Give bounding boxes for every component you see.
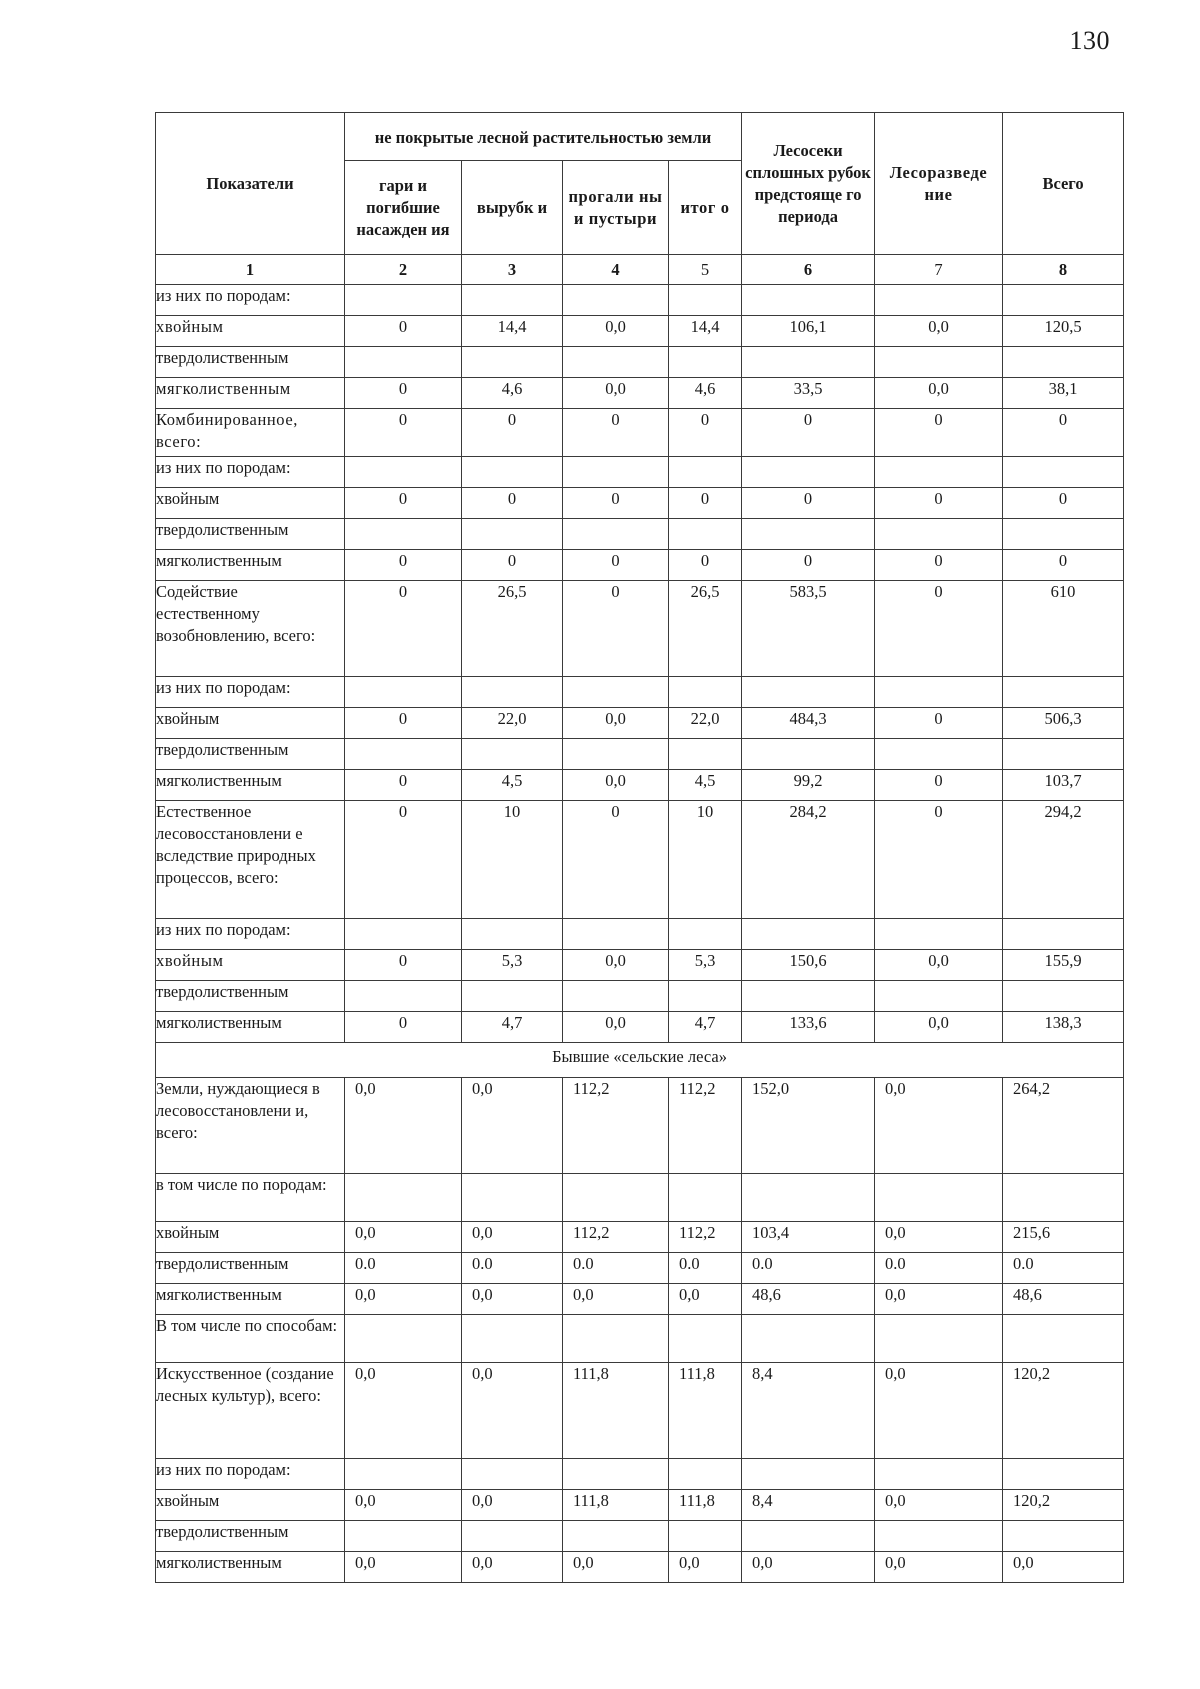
table-cell: 0.0 xyxy=(669,1253,742,1284)
table-cell xyxy=(669,347,742,378)
table-cell: 4,5 xyxy=(669,770,742,801)
table-cell: 0,0 xyxy=(462,1490,563,1521)
column-number: 5 xyxy=(669,255,742,285)
table-cell: 10 xyxy=(669,801,742,919)
table-cell: 0 xyxy=(563,488,669,519)
table-cell: 0,0 xyxy=(563,378,669,409)
table-cell: 4,7 xyxy=(669,1012,742,1043)
row-label: В том числе по способам: xyxy=(156,1315,345,1363)
table-cell: 48,6 xyxy=(1003,1284,1124,1315)
table-cell xyxy=(875,457,1003,488)
table-cell: 120,2 xyxy=(1003,1363,1124,1459)
table-cell xyxy=(462,347,563,378)
table-cell xyxy=(462,1521,563,1552)
table-cell xyxy=(345,677,462,708)
table-cell: 0 xyxy=(462,488,563,519)
table-cell: 0,0 xyxy=(563,1552,669,1583)
table-cell: 22,0 xyxy=(669,708,742,739)
column-number-row xyxy=(156,255,1124,285)
table-cell: 0 xyxy=(462,550,563,581)
table-cell: 0 xyxy=(669,409,742,457)
table-row xyxy=(156,770,1124,801)
table-cell: 0 xyxy=(563,581,669,677)
table-cell xyxy=(563,457,669,488)
table-cell: 0 xyxy=(345,801,462,919)
row-label: мягколиственным xyxy=(156,550,345,581)
table-cell xyxy=(563,519,669,550)
section-row xyxy=(156,1043,1124,1078)
table-row xyxy=(156,708,1124,739)
table-cell: 0,0 xyxy=(742,1552,875,1583)
table-cell: 111,8 xyxy=(669,1363,742,1459)
header-total: Всего xyxy=(1003,113,1124,255)
table-cell: 0 xyxy=(563,801,669,919)
table-cell: 0,0 xyxy=(875,1363,1003,1459)
table-cell xyxy=(1003,519,1124,550)
table-cell xyxy=(669,919,742,950)
table-cell: 0.0 xyxy=(563,1253,669,1284)
table-cell: 155,9 xyxy=(1003,950,1124,981)
table-cell xyxy=(462,457,563,488)
column-number: 3 xyxy=(462,255,563,285)
table-cell: 0,0 xyxy=(875,1284,1003,1315)
row-label: из них по породам: xyxy=(156,1459,345,1490)
table-cell xyxy=(875,919,1003,950)
table-cell: 26,5 xyxy=(669,581,742,677)
row-label: Естественное лесовосстановлени е вследствие природных процессов, всего: xyxy=(156,801,345,919)
header-glades: прогали ны и пустыри xyxy=(563,161,669,255)
table-cell: 0,0 xyxy=(875,378,1003,409)
table-cell xyxy=(742,739,875,770)
table-cell: 0,0 xyxy=(563,770,669,801)
table-cell xyxy=(1003,919,1124,950)
table-cell: 0 xyxy=(875,488,1003,519)
table-cell: 610 xyxy=(1003,581,1124,677)
table-cell xyxy=(462,677,563,708)
table-cell: 0.0 xyxy=(1003,1253,1124,1284)
table-cell: 22,0 xyxy=(462,708,563,739)
table-cell: 0 xyxy=(345,770,462,801)
table-cell: 484,3 xyxy=(742,708,875,739)
table-cell: 0,0 xyxy=(875,1552,1003,1583)
table-cell xyxy=(563,919,669,950)
table-cell: 0,0 xyxy=(345,1552,462,1583)
table-row xyxy=(156,1552,1124,1583)
table-cell xyxy=(345,1521,462,1552)
table-cell: 0,0 xyxy=(462,1363,563,1459)
row-label: хвойным xyxy=(156,488,345,519)
table-cell: 215,6 xyxy=(1003,1222,1124,1253)
table-cell: 112,2 xyxy=(563,1078,669,1174)
row-label: в том числе по породам: xyxy=(156,1174,345,1222)
table-cell xyxy=(462,285,563,316)
table-cell xyxy=(345,1174,462,1222)
table-cell xyxy=(345,981,462,1012)
table-cell xyxy=(669,981,742,1012)
table-cell xyxy=(669,285,742,316)
column-number: 8 xyxy=(1003,255,1124,285)
row-label: мягколиственным xyxy=(156,1552,345,1583)
table-cell xyxy=(1003,347,1124,378)
table-row xyxy=(156,677,1124,708)
table-cell xyxy=(742,1315,875,1363)
table-cell xyxy=(875,739,1003,770)
table-cell xyxy=(1003,1315,1124,1363)
table-cell: 152,0 xyxy=(742,1078,875,1174)
table-cell xyxy=(669,739,742,770)
table-cell: 0,0 xyxy=(875,950,1003,981)
table-cell: 0.0 xyxy=(345,1253,462,1284)
row-label: из них по породам: xyxy=(156,285,345,316)
table-cell: 0 xyxy=(1003,550,1124,581)
table-cell: 112,2 xyxy=(669,1078,742,1174)
table-cell: 0,0 xyxy=(875,1222,1003,1253)
table-cell xyxy=(462,981,563,1012)
header-indicators: Показатели xyxy=(156,113,345,255)
table-cell: 0 xyxy=(345,1012,462,1043)
table-cell: 111,8 xyxy=(563,1363,669,1459)
table-cell: 4,6 xyxy=(462,378,563,409)
table-cell: 138,3 xyxy=(1003,1012,1124,1043)
table-cell: 0,0 xyxy=(875,1012,1003,1043)
table-cell xyxy=(669,1174,742,1222)
table-cell xyxy=(875,1174,1003,1222)
table-cell xyxy=(345,1315,462,1363)
table-cell xyxy=(563,1459,669,1490)
table-cell: 0 xyxy=(563,550,669,581)
table-cell: 4,6 xyxy=(669,378,742,409)
table-row xyxy=(156,285,1124,316)
table-cell xyxy=(875,677,1003,708)
column-number: 7 xyxy=(875,255,1003,285)
table-cell: 506,3 xyxy=(1003,708,1124,739)
table-cell: 0 xyxy=(345,708,462,739)
row-label: Искусственное (создание лесных культур), всего: xyxy=(156,1363,345,1459)
table-cell: 133,6 xyxy=(742,1012,875,1043)
table-cell: 103,7 xyxy=(1003,770,1124,801)
table-cell: 0 xyxy=(669,550,742,581)
table-cell xyxy=(875,981,1003,1012)
table-cell xyxy=(669,1459,742,1490)
table-cell xyxy=(669,457,742,488)
row-label: хвойным xyxy=(156,1222,345,1253)
table-row xyxy=(156,1284,1124,1315)
table-row xyxy=(156,1078,1124,1174)
table-cell xyxy=(345,1459,462,1490)
table-cell: 106,1 xyxy=(742,316,875,347)
table-cell: 0.0 xyxy=(875,1253,1003,1284)
table-cell: 0,0 xyxy=(345,1284,462,1315)
table-cell xyxy=(462,519,563,550)
table-cell xyxy=(669,1315,742,1363)
table-cell xyxy=(742,1174,875,1222)
table-row xyxy=(156,1253,1124,1284)
table-cell: 14,4 xyxy=(669,316,742,347)
table-cell: 120,2 xyxy=(1003,1490,1124,1521)
table-cell: 8,4 xyxy=(742,1363,875,1459)
table-row xyxy=(156,378,1124,409)
table-cell: 112,2 xyxy=(669,1222,742,1253)
row-label: из них по породам: xyxy=(156,457,345,488)
header-clearcuts: Лесосеки сплошных рубок предстояще го периода xyxy=(742,113,875,255)
table-cell: 33,5 xyxy=(742,378,875,409)
table-cell xyxy=(742,919,875,950)
table-cell: 0,0 xyxy=(462,1284,563,1315)
table-cell: 111,8 xyxy=(563,1490,669,1521)
column-number: 4 xyxy=(563,255,669,285)
table-row xyxy=(156,409,1124,457)
table-cell: 0,0 xyxy=(669,1552,742,1583)
table-cell xyxy=(875,1521,1003,1552)
table-cell xyxy=(875,285,1003,316)
table-cell: 0 xyxy=(345,581,462,677)
table-cell xyxy=(462,1174,563,1222)
table-cell: 0,0 xyxy=(345,1222,462,1253)
table-cell xyxy=(563,1521,669,1552)
table-cell xyxy=(462,919,563,950)
table-cell: 0,0 xyxy=(669,1284,742,1315)
table-cell: 0 xyxy=(345,409,462,457)
table-cell xyxy=(563,981,669,1012)
table-cell: 0 xyxy=(742,409,875,457)
table-cell: 0.0 xyxy=(462,1253,563,1284)
table-cell xyxy=(875,347,1003,378)
table-row xyxy=(156,519,1124,550)
table-cell: 0 xyxy=(345,550,462,581)
header-subtotal: итог о xyxy=(669,161,742,255)
table-row xyxy=(156,550,1124,581)
table-row xyxy=(156,981,1124,1012)
row-label: Земли, нуждающиеся в лесовосстановлени и, всего: xyxy=(156,1078,345,1174)
table-row xyxy=(156,347,1124,378)
table-cell: 284,2 xyxy=(742,801,875,919)
row-label: Содействие естественному возобновлению, всего: xyxy=(156,581,345,677)
row-label: мягколиственным xyxy=(156,378,345,409)
table-cell: 0 xyxy=(462,409,563,457)
table-cell xyxy=(563,739,669,770)
table-cell xyxy=(742,677,875,708)
table-cell xyxy=(669,519,742,550)
reforestation-table xyxy=(155,112,1124,1583)
table-cell: 0,0 xyxy=(462,1222,563,1253)
row-label: твердолиственным xyxy=(156,739,345,770)
table-cell: 8,4 xyxy=(742,1490,875,1521)
row-label: твердолиственным xyxy=(156,347,345,378)
table-cell: 26,5 xyxy=(462,581,563,677)
row-label: твердолиственным xyxy=(156,981,345,1012)
table-cell xyxy=(462,1315,563,1363)
table-cell xyxy=(875,1459,1003,1490)
table-cell: 0 xyxy=(875,801,1003,919)
row-label: твердолиственным xyxy=(156,1521,345,1552)
table-cell: 264,2 xyxy=(1003,1078,1124,1174)
table-cell: 0 xyxy=(875,770,1003,801)
table-cell xyxy=(345,347,462,378)
table-row xyxy=(156,919,1124,950)
table-cell: 0 xyxy=(1003,409,1124,457)
table-row xyxy=(156,488,1124,519)
table-cell: 0 xyxy=(345,316,462,347)
page-number: 130 xyxy=(1069,26,1110,55)
table-cell: 0,0 xyxy=(563,1012,669,1043)
header-afforestation: Лесоразведе ние xyxy=(875,113,1003,255)
table-cell: 5,3 xyxy=(669,950,742,981)
table-cell xyxy=(345,519,462,550)
row-label: хвойным xyxy=(156,1490,345,1521)
row-label: из них по породам: xyxy=(156,919,345,950)
table-cell xyxy=(1003,677,1124,708)
table-body xyxy=(156,285,1124,1583)
table-cell: 111,8 xyxy=(669,1490,742,1521)
table-cell: 0 xyxy=(345,488,462,519)
table-cell: 0,0 xyxy=(563,316,669,347)
table-cell xyxy=(345,457,462,488)
table-row xyxy=(156,1222,1124,1253)
section-title: Бывшие «сельские леса» xyxy=(156,1043,1124,1078)
row-label: хвойным xyxy=(156,316,345,347)
table-cell: 0 xyxy=(345,378,462,409)
table-cell: 0 xyxy=(669,488,742,519)
table-cell xyxy=(1003,1459,1124,1490)
row-label: хвойным xyxy=(156,708,345,739)
table-cell: 294,2 xyxy=(1003,801,1124,919)
table-cell: 0 xyxy=(875,708,1003,739)
table-cell xyxy=(875,519,1003,550)
table-row xyxy=(156,1521,1124,1552)
table-cell xyxy=(875,1315,1003,1363)
table-cell: 150,6 xyxy=(742,950,875,981)
row-label: из них по породам: xyxy=(156,677,345,708)
table-cell: 120,5 xyxy=(1003,316,1124,347)
table-cell: 0,0 xyxy=(875,316,1003,347)
table-cell: 14,4 xyxy=(462,316,563,347)
table-row xyxy=(156,457,1124,488)
table-cell: 0 xyxy=(875,409,1003,457)
table-cell: 4,7 xyxy=(462,1012,563,1043)
table-cell: 48,6 xyxy=(742,1284,875,1315)
table-cell: 38,1 xyxy=(1003,378,1124,409)
table-cell: 583,5 xyxy=(742,581,875,677)
table-cell xyxy=(462,739,563,770)
table-cell xyxy=(563,285,669,316)
table-cell: 0,0 xyxy=(563,708,669,739)
table-cell: 4,5 xyxy=(462,770,563,801)
table-cell xyxy=(345,285,462,316)
table-cell: 0 xyxy=(875,581,1003,677)
table-cell: 0,0 xyxy=(345,1078,462,1174)
table-cell: 0 xyxy=(1003,488,1124,519)
table-row xyxy=(156,801,1124,919)
table-cell: 112,2 xyxy=(563,1222,669,1253)
table-cell: 0,0 xyxy=(875,1078,1003,1174)
table-row xyxy=(156,1012,1124,1043)
table-cell: 0,0 xyxy=(563,1284,669,1315)
table-row xyxy=(156,739,1124,770)
row-label: мягколиственным xyxy=(156,770,345,801)
table-row xyxy=(156,1459,1124,1490)
table-cell xyxy=(1003,981,1124,1012)
header-cuts: вырубк и xyxy=(462,161,563,255)
column-number: 2 xyxy=(345,255,462,285)
row-label: Комбинированное, всего: xyxy=(156,409,345,457)
table-cell: 99,2 xyxy=(742,770,875,801)
column-number: 6 xyxy=(742,255,875,285)
table-row xyxy=(156,316,1124,347)
table-cell: 0 xyxy=(742,550,875,581)
table-cell: 0,0 xyxy=(345,1363,462,1459)
table-row xyxy=(156,950,1124,981)
table-cell xyxy=(1003,457,1124,488)
table-cell: 0 xyxy=(345,950,462,981)
table-cell xyxy=(345,739,462,770)
table-row xyxy=(156,1490,1124,1521)
table-cell xyxy=(1003,739,1124,770)
row-label: твердолиственным xyxy=(156,1253,345,1284)
table-cell: 0,0 xyxy=(462,1078,563,1174)
row-label: мягколиственным xyxy=(156,1012,345,1043)
table-cell xyxy=(742,457,875,488)
table-cell: 0,0 xyxy=(563,950,669,981)
table-cell: 0,0 xyxy=(345,1490,462,1521)
table-cell: 0 xyxy=(742,488,875,519)
table-cell: 0 xyxy=(563,409,669,457)
row-label: твердолиственным xyxy=(156,519,345,550)
table-cell: 0 xyxy=(875,550,1003,581)
table-cell xyxy=(563,677,669,708)
table-cell xyxy=(1003,1174,1124,1222)
header-unforested-lands: не покрытые лесной растительностью земли xyxy=(345,113,742,161)
table-cell: 0,0 xyxy=(462,1552,563,1583)
table-cell xyxy=(742,1521,875,1552)
table-cell xyxy=(1003,285,1124,316)
table-cell xyxy=(669,1521,742,1552)
table-cell xyxy=(462,1459,563,1490)
table-cell xyxy=(742,981,875,1012)
table-cell xyxy=(563,347,669,378)
table-cell xyxy=(563,1315,669,1363)
table-row xyxy=(156,1363,1124,1459)
table-cell: 0.0 xyxy=(742,1253,875,1284)
table-cell xyxy=(345,919,462,950)
table-cell xyxy=(669,677,742,708)
table-cell: 5,3 xyxy=(462,950,563,981)
column-number: 1 xyxy=(156,255,345,285)
table-row xyxy=(156,581,1124,677)
table-row xyxy=(156,1315,1124,1363)
table-cell xyxy=(742,1459,875,1490)
table-cell xyxy=(1003,1521,1124,1552)
table-cell: 0,0 xyxy=(1003,1552,1124,1583)
header-burns: гари и погибшие насажден ия xyxy=(345,161,462,255)
table-row xyxy=(156,1174,1124,1222)
table-cell xyxy=(563,1174,669,1222)
table-cell xyxy=(742,519,875,550)
row-label: хвойным xyxy=(156,950,345,981)
table-cell xyxy=(742,285,875,316)
table-cell: 10 xyxy=(462,801,563,919)
table-cell: 103,4 xyxy=(742,1222,875,1253)
table-cell xyxy=(742,347,875,378)
row-label: мягколиственным xyxy=(156,1284,345,1315)
table-cell: 0,0 xyxy=(875,1490,1003,1521)
